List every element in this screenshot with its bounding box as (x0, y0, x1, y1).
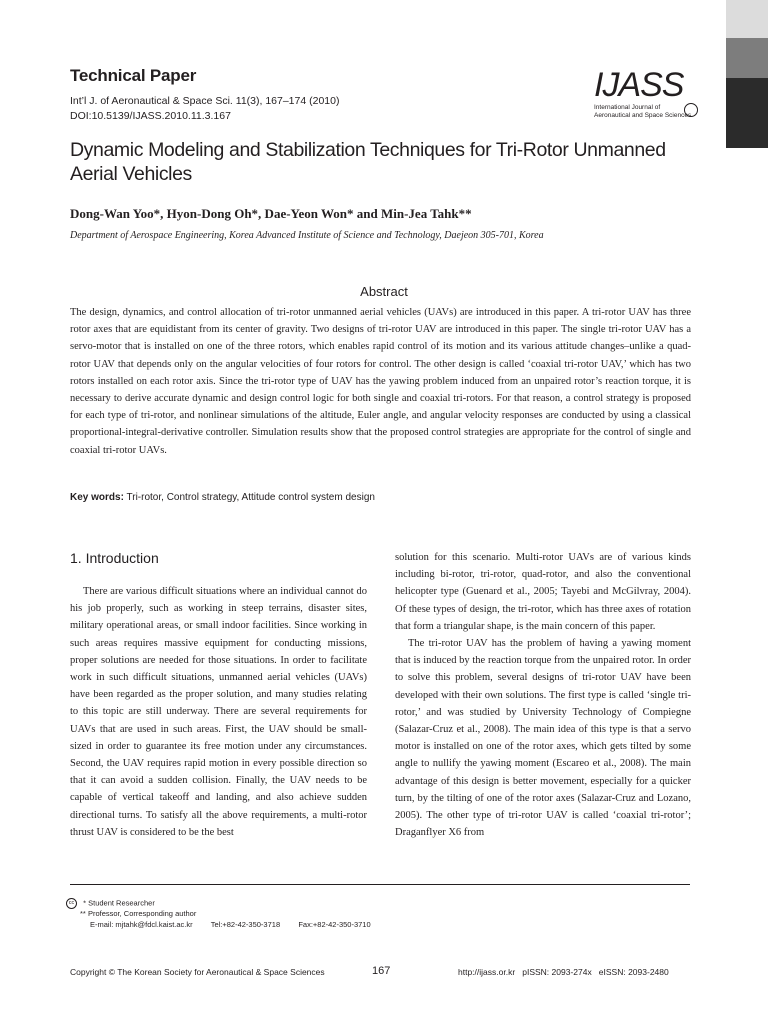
keywords-text: Tri-rotor, Control strategy, Attitude control system design (123, 492, 375, 503)
page-number: 167 (372, 965, 391, 977)
paper-type-label: Technical Paper (70, 66, 197, 85)
footnote-1 (66, 898, 371, 909)
citation-line: Int’l J. of Aeronautical & Space Sci. 11(3), 167–174 (2010) (70, 95, 340, 107)
author-list: Dong-Wan Yoo*, Hyon-Dong Oh*, Dae-Yeon Won* and Min-Jea Tahk** (70, 206, 472, 221)
creative-commons-icon: cc (66, 898, 77, 909)
section-heading-introduction: 1. Introduction (70, 550, 159, 566)
logo-subtitle-line2: Aeronautical and Space Sciences (594, 111, 692, 119)
left-column-paragraph: There are various difficult situations where an individual cannot do his job properly, such as working in steep terrains, disaster sites, military operational areas, or small indoor facilities. Since working in such areas requires massive equipment for conducting missions, proper solutions are needed for those situations. In order to facilitate work in such difficult situations, unmanned aerial vehicles (UAVs) have been regarded as the proper solution, and many studies relating to this topic are still underway. There are several requirements for UAVs that are used in such areas. First, the UAV should be small-sized in order to guarantee its free motion under any circumstances. Second, the UAV requires rapid motion in every possible direction so that it can avoid a sudden collision. Finally, the UAV needs to be capable of vertical takeoff and landing, and also achieve sudden directional turns. To satisfy all the above requirements, a multi-rotor thrust UAV is considered to be the best (70, 586, 367, 838)
footnote-mark-2: ** (80, 909, 86, 918)
paper-title (70, 138, 710, 186)
contact-email: E-mail: mjtahk@fdcl.kaist.ac.kr (90, 919, 193, 929)
logo-subtitle-line1: International Journal of (594, 104, 661, 111)
affiliation: Department of Aerospace Engineering, Korea Advanced Institute of Science and Technology, Daejeon 305-701, Korea (70, 230, 544, 241)
footnote-contact (66, 920, 371, 931)
logo-subtitle (594, 104, 691, 119)
footer-url-issn: http://ijass.or.kr pISSN: 2093-274x eISSN: 2093-2480 (458, 967, 669, 977)
footnote-2 (66, 909, 371, 920)
journal-citation (70, 94, 339, 124)
logo-wordmark: IJASS (594, 66, 684, 104)
title-line-1: Dynamic Modeling and Stabilization Techniques for Tri-Rotor Unmanned (70, 139, 666, 161)
footnotes (66, 898, 371, 930)
logo-emblem-icon (684, 103, 698, 117)
right-column (395, 549, 691, 841)
keywords-line (70, 492, 375, 503)
keywords-label: Key words: (70, 492, 124, 503)
footnote-text-1: Student Researcher (88, 898, 155, 908)
title-line-2: Aerial Vehicles (70, 163, 192, 185)
edge-tab-dark (726, 78, 768, 148)
abstract-heading: Abstract (360, 284, 408, 299)
edge-tab-light (726, 0, 768, 38)
footnote-mark-1: * (83, 898, 87, 908)
footnote-text-2: Professor, Corresponding author (87, 909, 197, 918)
right-column-paragraph-1: solution for this scenario. Multi-rotor UAVs are of various kinds including bi-rotor, tri-rotor, quad-rotor, and also the conventional helicopter type (Guenard et al., 2005; Tayebi and McGilvray, 2004). Of these types of design, the tri-rotor, which has three axes of rotation that form a triangular shape, is the main concern of this paper. (395, 552, 691, 632)
footer-copyright: Copyright © The Korean Society for Aeronautical & Space Sciences (70, 967, 325, 977)
contact-fax: Fax:+82-42-350-3710 (298, 919, 371, 929)
contact-tel: Tel:+82-42-350-3718 (210, 919, 281, 929)
footnote-rule (70, 884, 690, 885)
abstract-body: The design, dynamics, and control allocation of tri-rotor unmanned aerial vehicles (UAVs) are introduced in this paper. A tri-rotor UAV has three rotor axes that are equidistant from its center of gravity. Two designs of tri-rotor UAV are introduced in this paper. The single tri-rotor UAV has a servo-motor that is installed on one of the three rotors, which enables rapid control of its motion and its various attitude changes–unlike a quad-rotor UAV that depends only on the angular velocities of four rotors for control. The other design is called ‘coaxial tri-rotor UAV,’ which has two rotors installed on each rotor axis. Since the tri-rotor type of UAV has the yawing problem induced from an unpaired rotor’s reaction torque, it is necessary to derive accurate dynamic and design control logic for both single and coaxial tri-rotors. For that reason, a control strategy is proposed for each type of tri-rotor, and nonlinear simulations of the altitude, Euler angle, and angular velocity responses are conducted by using a classical proportional-integral-derivative controller. Simulation results show that the proposed control strategies are appropriate for the control of single and coaxial tri-rotor UAVs. (70, 307, 691, 456)
left-column (70, 583, 367, 841)
journal-logo (588, 66, 706, 126)
doi-line: DOI:10.5139/IJASS.2010.11.3.167 (70, 110, 231, 122)
right-column-paragraph-2: The tri-rotor UAV has the problem of having a yawing moment that is induced by the reaction torque from the unpaired rotor. In order to solve this problem, several designs of tri-rotor UAV have been developed with their own solutions. The first type is called ‘single tri-rotor,’ and was studied by University Technology of Compiegne (Salazar-Cruz et al., 2008). The main idea of this type is that a servo motor is installed on one of the rotor axes, which gets tilted by some angle to nullify the yawing moment (Escareo et al., 2008). The main advantage of this design is better movement, especially for a quicker turn, by the tilting of one of the rotor axes (Salazar-Cruz and Lozano, 2005). The other type of tri-rotor UAV is called ‘coaxial tri-rotor’; Draganflyer X6 from (395, 638, 691, 839)
edge-tab-medium (726, 38, 768, 78)
